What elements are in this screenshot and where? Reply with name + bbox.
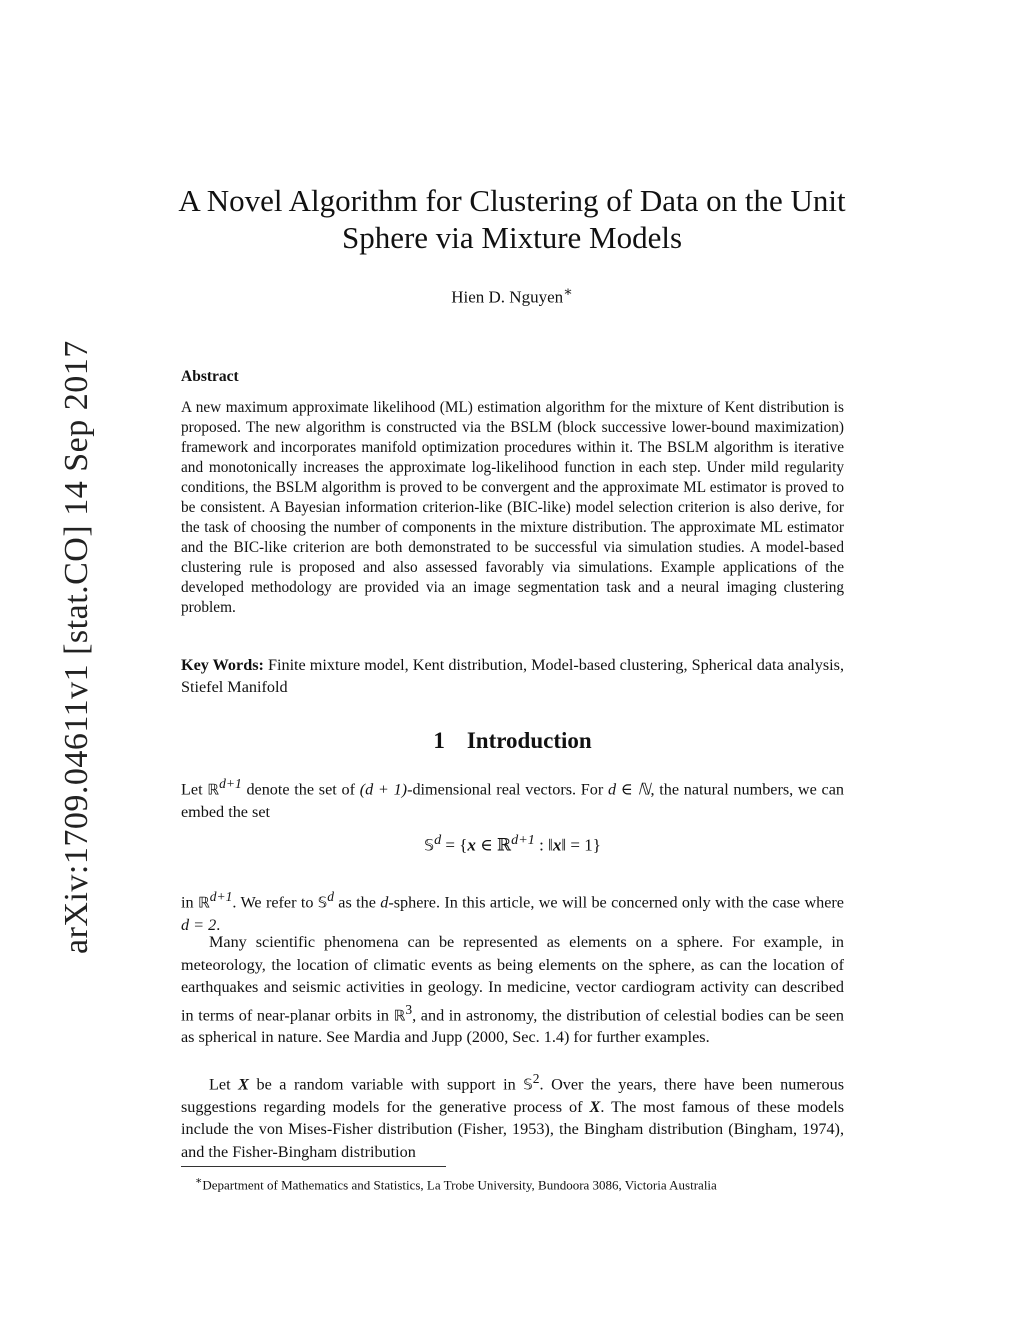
intro-paragraph-1: Let ℝ$^{d+1}$ denote the set of (d + 1)-dimensional real vectors. For d ∈ ℕ, the natural numbers, we can embed the set bbox=[181, 776, 844, 821]
section-number: 1 bbox=[433, 728, 445, 753]
intro-paragraph-2: in ℝ$^{d+1}$. We refer to 𝕊$^d$ as the d-sphere. In this article, we will be concerned only with the case where d = 2. bbox=[181, 889, 844, 934]
author-name: Hien D. Nguyen bbox=[451, 287, 564, 307]
intro-paragraph-4: Let X be a random variable with support in 𝕊$^2$. Over the years, there have been numerous suggestions regarding models for the generative process of X. The most famous of these models include the von Mises-Fisher distribution (Fisher, 1953), the Bingham distribution (Bingham, 1974), and the Fisher-Bingham distribution bbox=[181, 1071, 845, 1161]
sphere-equation: 𝕊$^d$ = {x ∈ ℝ$^{d+1}$ : ‖x‖ = 1} bbox=[424, 832, 601, 855]
author-footnote-mark: ∗ bbox=[563, 284, 573, 300]
footnote-mark: ∗ bbox=[195, 1175, 203, 1187]
abstract-text: A new maximum approximate likelihood (ML) estimation algorithm for the mixture of Kent distribution is proposed. The new algorithm is constructed via the BSLM (block successive lower-bound maximization) framework and incorporates manifold optimization procedures within it. The BSLM algorithm is iterative and monotonically increases the approximate log-likelihood function in each step. Under mild regularity conditions, the BSLM algorithm is proved to be convergent and the approximate ML estimator is proved to be consistent. A Bayesian information criterion-like (BIC-like) model selection criterion is also derive, for the task of choosing the number of components in the mixture distribution. The approximate ML estimator and the BIC-like criterion are both demonstrated to be successful via simulation studies. A model-based clustering rule is proposed and also assessed favorably via simulations. Example applications of the developed methodology are provided via an image segmentation task and a neural imaging clustering problem. bbox=[181, 399, 844, 616]
footnote-rule bbox=[181, 1166, 446, 1167]
section-heading bbox=[181, 728, 844, 754]
keywords-label: Key Words: bbox=[181, 656, 264, 674]
keywords bbox=[181, 654, 844, 698]
author-line bbox=[150, 284, 874, 308]
keywords-text: Finite mixture model, Kent distribution, Model-based clustering, Spherical data analysis, Stiefel Manifold bbox=[181, 656, 844, 696]
paper-title: A Novel Algorithm for Clustering of Data on the Unit Sphere via Mixture Models bbox=[178, 183, 846, 255]
footnote-text: Department of Mathematics and Statistics, La Trobe University, Bundoora 3086, Victoria Australia bbox=[202, 1177, 717, 1193]
arxiv-id: arXiv:1709.04611v1 [stat.CO] 14 Sep 2017 bbox=[58, 340, 95, 954]
section-title: Introduction bbox=[466, 728, 592, 753]
footnote bbox=[181, 1172, 844, 1194]
abstract-heading: Abstract bbox=[181, 368, 239, 385]
intro-paragraph-3: Many scientific phenomena can be represented as elements on a sphere. For example, in meteorology, the location of climatic events as being elements on the sphere, as can the location of earthquakes and seismic activities in geology. In medicine, vector cardiogram activity can described in terms of near-planar orbits in ℝ$^3$, and in astronomy, the distribution of celestial bodies can be seen as spherical in nature. See Mardia and Jupp (2000, Sec. 1.4) for further examples. bbox=[181, 933, 845, 1047]
arxiv-stamp bbox=[14, 340, 95, 954]
